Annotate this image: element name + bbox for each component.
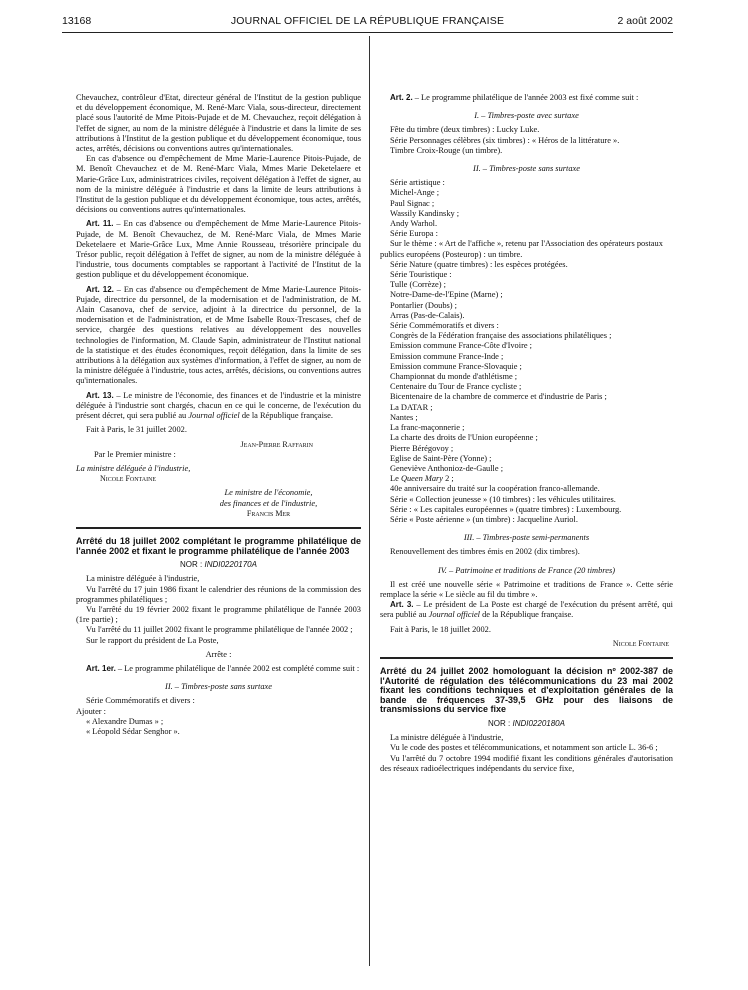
stamp-list xyxy=(380,178,673,474)
article-text: – Le programme philatélique de l'année 2003 est fixé comme suit : xyxy=(412,93,639,102)
list-item: Geneviève Anthonioz-de-Gaulle ; xyxy=(390,463,504,473)
section-separator xyxy=(380,657,673,659)
paragraph: Vu l'arrêté du 7 octobre 1994 modifié fixant les conditions générales d'autorisation des réseaux radioélectriques indépendants du service fixe, xyxy=(380,753,673,773)
list-item: Michel-Ange ; xyxy=(390,188,440,198)
article-3 xyxy=(380,600,673,620)
section-heading: I. – Timbres-poste avec surtaxe xyxy=(474,111,579,121)
article-text: – Le ministre de l'économie, des finances et de l'industrie et la ministre déléguée à l'industrie sont chargés, chacun en ce qui le concerne, de l'exécution du présent décret, qui sera publié au xyxy=(76,390,361,421)
nor-reference xyxy=(380,719,673,729)
minister-title: Le ministre de l'économie, xyxy=(224,488,313,498)
article-text: – En cas d'absence ou d'empêchement de Mme Marie-Laurence Pitois-Pujade, de M. Benoît Chevauchez, de M. René-Marc Viala, de Mmes Marie Deketelaere et Marie-Grâce Lux, Mme Annie Rousseau, trésorière principale du Trésor public, reçoit délégation à l'effet de signer, au nom de la ministre déléguée à l'industrie, tous documents comptables se rapportant à l'activité de l'Institut de la gestion publique et du développement économique. xyxy=(76,219,361,280)
minister-title: La ministre déléguée à l'industrie, xyxy=(76,463,191,473)
list-item: La DATAR ; xyxy=(390,402,433,412)
list-item: Bicentenaire de la chambre de commerce et d'industrie de Paris ; xyxy=(390,392,607,402)
paragraph: Il est créé une nouvelle série « Patrimoine et traditions de France ». Cette série remplace la série « Le siècle au fil du timbre ». xyxy=(380,579,673,599)
list-item: Tulle (Corrèze) ; xyxy=(390,280,446,290)
list-item: Sur le thème : « Art de l'affiche », retenu par l'Association des opérateurs postaux publics européens (Posteurop) : un timbre. xyxy=(380,239,663,259)
list-item: Emission commune France-Slovaquie ; xyxy=(390,361,522,371)
paragraph: Vu le code des postes et télécommunications, et notamment son article L. 36-6 ; xyxy=(390,743,658,753)
fait-a-paris: Fait à Paris, le 18 juillet 2002. xyxy=(390,624,491,634)
par-le-premier-ministre: Par le Premier ministre : xyxy=(94,449,176,459)
paragraph: Vu l'arrêté du 17 juin 1986 fixant le calendrier des réunions de la commission des programmes philatéliques ; xyxy=(76,584,361,604)
article-text: – En cas d'absence ou d'empêchement de Mme Marie-Laurence Pitois-Pujade, directrice du personnel, de la modernisation et de l'administration, de M. Alain Casanova, chef de service, adjoint à la directrice du personnel, de la modernisation et de l'administration, et de Mme Isabelle Roux-Trescases, chef de service, chargée des questions relatives au développement des nouvelles technologies de l'information, M. Claude Sapin, administrateur de l'Institut national de la statistique et des études économiques, reçoit délégation, dans la limite de ses attributions à la délégation aux systèmes d'information, à l'effet de signer, au nom de la ministre déléguée à l'industrie, tous actes, arrêtés, décisions, ou conventions autres qu'internationales. xyxy=(76,284,361,386)
article-label: Art. 12. xyxy=(86,284,114,294)
signature: Jean-Pierre Raffarin xyxy=(240,439,313,449)
list-item: Série Personnages célèbres (six timbres) : « Héros de la littérature ». xyxy=(390,135,620,145)
list-item: Emission commune France-Côte d'Ivoire ; xyxy=(390,341,532,351)
paragraph: La ministre déléguée à l'industrie, xyxy=(86,574,200,584)
list-item: Série Commémoratifs et divers : xyxy=(390,321,499,331)
page-number: 13168 xyxy=(62,15,92,27)
list-item: Série « Poste aérienne » (un timbre) : Jacqueline Auriol. xyxy=(390,514,578,524)
journal-title: JOURNAL OFFICIEL DE LA RÉPUBLIQUE FRANÇAISE xyxy=(230,15,505,27)
list-item: Wassily Kandinsky ; xyxy=(390,208,460,218)
article-text: – Le programme philatélique de l'année 2002 est complété comme suit : xyxy=(115,663,360,673)
signature: Francis Mer xyxy=(246,508,291,518)
list-item: Série « Collection jeunesse » (10 timbres) : les véhicules utilitaires. xyxy=(390,494,616,504)
list-item: Nantes ; xyxy=(390,412,418,422)
article-label: Art. 1er. xyxy=(86,663,116,673)
article-text: de la République française. xyxy=(480,610,574,620)
article-text: de la République française. xyxy=(239,411,333,421)
column-divider xyxy=(369,36,370,966)
list-item: Congrès de la Fédération française des associations philatéliques ; xyxy=(390,331,612,341)
list-item xyxy=(380,474,673,484)
list-item: Pierre Bérégovoy ; xyxy=(390,443,454,453)
list-item: Centenaire du Tour de France cycliste ; xyxy=(390,382,522,392)
right-column xyxy=(380,93,673,774)
section-heading: II. – Timbres-poste sans surtaxe xyxy=(473,164,580,174)
signature: Nicole Fontaine xyxy=(612,638,669,648)
page-header xyxy=(62,15,673,31)
header-rule xyxy=(62,32,673,33)
paragraph: La ministre déléguée à l'industrie, xyxy=(390,733,504,743)
ship-name: Queen Mary xyxy=(400,474,444,484)
list-item: Série : « Les capitales européennes » (quatre timbres) : Luxembourg. xyxy=(390,504,622,514)
left-column xyxy=(76,93,361,737)
list-item: Championnat du monde d'athlétisme ; xyxy=(390,372,518,382)
section-heading: III. – Timbres-poste semi-permanents xyxy=(463,533,590,543)
text: 2 ; xyxy=(443,474,454,484)
paragraph: Série Commémoratifs et divers : xyxy=(86,696,195,706)
paragraph: Vu l'arrêté du 19 février 2002 fixant le programme philatélique de l'année 2003 (1re partie) ; xyxy=(76,604,361,625)
section-heading: II. – Timbres-poste sans surtaxe xyxy=(165,682,272,692)
nor-code: INDI0220170A xyxy=(204,560,257,570)
list-item: Pontarlier (Doubs) ; xyxy=(390,300,457,310)
list-item: La franc-maçonnerie ; xyxy=(390,423,465,433)
text: Le xyxy=(390,474,401,484)
paragraph: Chevauchez, contrôleur d'Etat, directeur général de l'Institut de la gestion publique et du développement économique, M. René-Marc Viala, sous-directeur, directement placé sous l'autorité de Mme Pitois-Pujade et de M. Chevauchez, reçoit délégation à l'effet de signer, au nom de la ministre déléguée à l'industrie et dans la limite de ses attributions à l'Institut de la gestion publique et du développement économique, tous actes, arrêtés, décisions ou conventions autres qu'internationales. xyxy=(76,93,361,154)
paragraph: En cas d'absence ou d'empêchement de Mme Marie-Laurence Pitois-Pujade, de M. Benoît Chevauchez et de M. René-Marc Viala, Mmes Marie Deketelaere et Marie-Grâce Lux, administratrices civiles, reçoivent délégation à l'effet de signer, au nom de la ministre déléguée à l'industrie et dans la limite de leurs attributions à l'Institut de la gestion publique et du développement économique, tous actes, arrêtés, décisions ou conventions autres qu'internationales. xyxy=(76,154,361,215)
decree-title: Arrêté du 18 juillet 2002 complétant le programme philatélique de l'année 2002 et fixant le programme philatélique de l'année 2003 xyxy=(76,535,361,556)
list-item: Série Touristique : xyxy=(390,270,452,280)
article-13 xyxy=(76,391,361,422)
fait-a-paris: Fait à Paris, le 31 juillet 2002. xyxy=(86,425,187,435)
minister-title: des finances et de l'industrie, xyxy=(219,498,318,508)
list-item: Série Europa : xyxy=(390,229,438,239)
nor-code: INDI0220180A xyxy=(512,718,565,728)
section-separator xyxy=(76,527,361,529)
decree-title: Arrêté du 24 juillet 2002 homologuant la décision nº 2002-387 de l'Autorité de régulation des télécommunications du 23 mai 2002 fixant les conditions techniques et d'exploitation générales de la bande de fréquences 37-39,5 GHz pour des liaisons de transmissions du service fixe xyxy=(380,665,673,715)
section-heading: IV. – Patrimoine et traditions de France (20 timbres) xyxy=(437,565,615,575)
article-1 xyxy=(76,664,361,674)
list-item: Série Nature (quatre timbres) : les espèces protégées. xyxy=(390,259,568,269)
list-item: Paul Signac ; xyxy=(390,198,435,208)
article-label: Art. 2. xyxy=(390,93,413,102)
article-label: Art. 11. xyxy=(86,219,114,229)
article-text: – Le président de La Poste est chargé de l'exécution du présent arrêté, qui sera publié au xyxy=(380,600,674,620)
paragraph: Vu l'arrêté du 11 juillet 2002 fixant le programme philatélique de l'année 2002 ; xyxy=(86,625,353,635)
article-12 xyxy=(76,285,361,387)
list-item: Eglise de Saint-Père (Yonne) ; xyxy=(390,453,492,463)
nor-label: NOR : xyxy=(488,718,513,728)
list-item: « Alexandre Dumas » ; xyxy=(86,716,164,726)
list-item: Timbre Croix-Rouge (un timbre). xyxy=(390,145,503,155)
article-2 xyxy=(380,93,673,103)
list-item: « Léopold Sédar Senghor ». xyxy=(86,726,180,736)
list-item: Notre-Dame-de-l'Epine (Marne) ; xyxy=(390,290,503,300)
issue-date: 2 août 2002 xyxy=(617,15,673,27)
article-label: Art. 3. xyxy=(390,600,414,610)
journal-officiel-ref: Journal officiel xyxy=(428,610,481,620)
article-11 xyxy=(76,219,361,280)
paragraph: Ajouter : xyxy=(76,706,107,716)
paragraph: Renouvellement des timbres émis en 2002 (dix timbres). xyxy=(390,547,580,557)
nor-reference xyxy=(76,560,361,570)
journal-officiel-ref: Journal officiel xyxy=(188,411,240,421)
arrete: Arrête : xyxy=(205,649,232,659)
list-item: Andy Warhol. xyxy=(390,219,438,229)
nor-label: NOR : xyxy=(180,560,205,570)
list-item: Série artistique : xyxy=(390,178,445,188)
list-item: 40e anniversaire du traité sur la coopération franco-allemande. xyxy=(390,484,600,494)
list-item: Arras (Pas-de-Calais). xyxy=(390,310,465,320)
paragraph: Sur le rapport du président de La Poste, xyxy=(86,635,219,645)
signature: Nicole Fontaine xyxy=(100,474,157,484)
list-item: Emission commune France-Inde ; xyxy=(390,351,504,361)
list-item: Fête du timbre (deux timbres) : Lucky Luke. xyxy=(390,125,540,135)
list-item: La charte des droits de l'Union européenne ; xyxy=(390,433,538,443)
article-label: Art. 13. xyxy=(86,390,114,400)
